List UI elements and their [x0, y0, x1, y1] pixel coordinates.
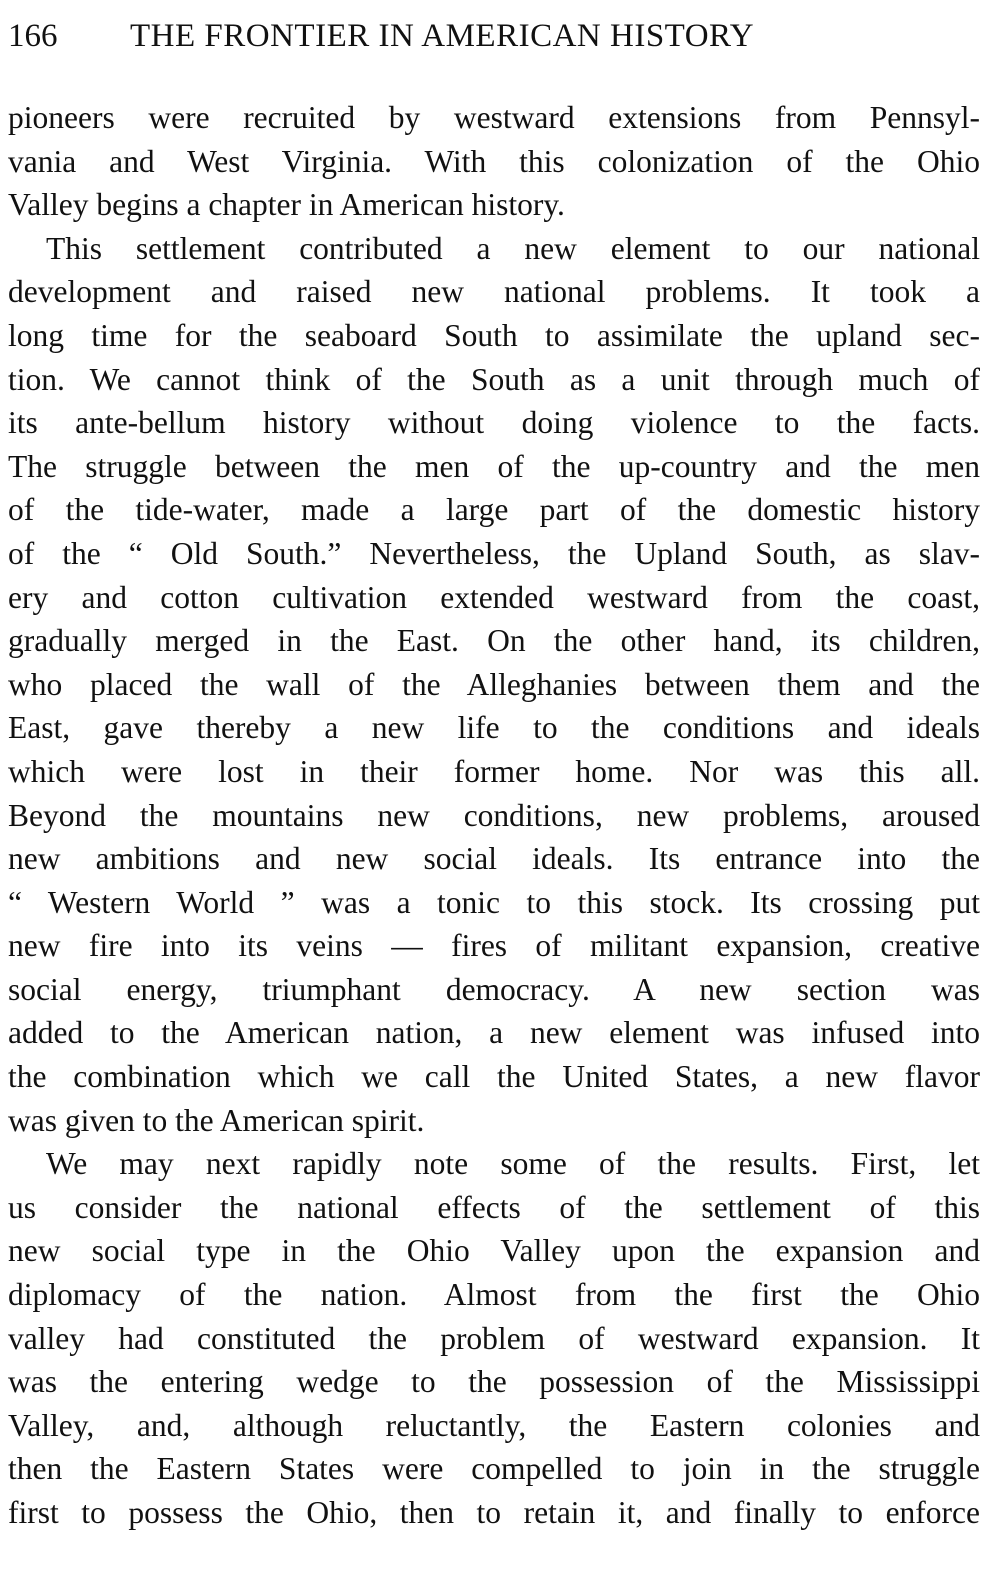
text-line: Valley begins a chapter in American history. — [8, 187, 565, 223]
text-line: which were lost in their former home. Nor was this all. — [8, 753, 980, 789]
body-text — [8, 96, 980, 1535]
text-line: ery and cotton cultivation extended westward from the coast, — [8, 579, 980, 615]
text-line: vania and West Virginia. With this colonization of the Ohio — [8, 143, 980, 179]
text-line: This settlement contributed a new element to our national — [46, 230, 980, 266]
text-line: then the Eastern States were compelled to join in the struggle — [8, 1451, 980, 1487]
text-line: social energy, triumphant democracy. A new section was — [8, 971, 980, 1007]
text-line: new fire into its veins — fires of militant expansion, creative — [8, 928, 980, 964]
text-line: The struggle between the men of the up-country and the men — [8, 448, 980, 484]
text-line: development and raised new national problems. It took a — [8, 274, 980, 310]
page-number: 166 — [8, 18, 58, 54]
text-line: of the “ Old South.” Nevertheless, the Upland South, as slav- — [8, 535, 980, 571]
page-header — [8, 12, 980, 60]
text-line: valley had constituted the problem of westward expansion. It — [8, 1320, 980, 1356]
text-line: the combination which we call the United States, a new flavor — [8, 1059, 980, 1095]
text-line: diplomacy of the nation. Almost from the first the Ohio — [8, 1277, 980, 1313]
text-line: was the entering wedge to the possession of the Mississippi — [8, 1364, 980, 1400]
running-head: THE FRONTIER IN AMERICAN HISTORY — [130, 18, 755, 54]
text-line: its ante-bellum history without doing violence to the facts. — [8, 405, 980, 441]
text-line: was given to the American spirit. — [8, 1102, 425, 1138]
text-line: new ambitions and new social ideals. Its entrance into the — [8, 841, 980, 877]
text-line: who placed the wall of the Alleghanies between them and the — [8, 666, 980, 702]
text-line: new social type in the Ohio Valley upon the expansion and — [8, 1233, 980, 1269]
text-line: tion. We cannot think of the South as a unit through much of — [8, 361, 980, 397]
text-line: pioneers were recruited by westward extensions from Pennsyl- — [8, 100, 980, 135]
text-line: of the tide-water, made a large part of the domestic history — [8, 492, 980, 528]
text-line: first to possess the Ohio, then to retain it, and finally to enforce — [8, 1495, 980, 1530]
text-line: us consider the national effects of the settlement of this — [8, 1189, 980, 1225]
text-line: Valley, and, although reluctantly, the Eastern colonies and — [8, 1407, 980, 1443]
text-line: Beyond the mountains new conditions, new problems, aroused — [8, 797, 980, 833]
text-line: added to the American nation, a new element was infused into — [8, 1015, 980, 1051]
text-line: gradually merged in the East. On the other hand, its children, — [8, 623, 980, 659]
text-line: long time for the seaboard South to assimilate the upland sec- — [8, 317, 980, 353]
text-line: “ Western World ” was a tonic to this stock. Its crossing put — [8, 884, 980, 920]
book-page — [8, 0, 980, 1575]
text-line: We may next rapidly note some of the results. First, let — [46, 1146, 980, 1182]
text-line: East, gave thereby a new life to the conditions and ideals — [8, 710, 980, 746]
